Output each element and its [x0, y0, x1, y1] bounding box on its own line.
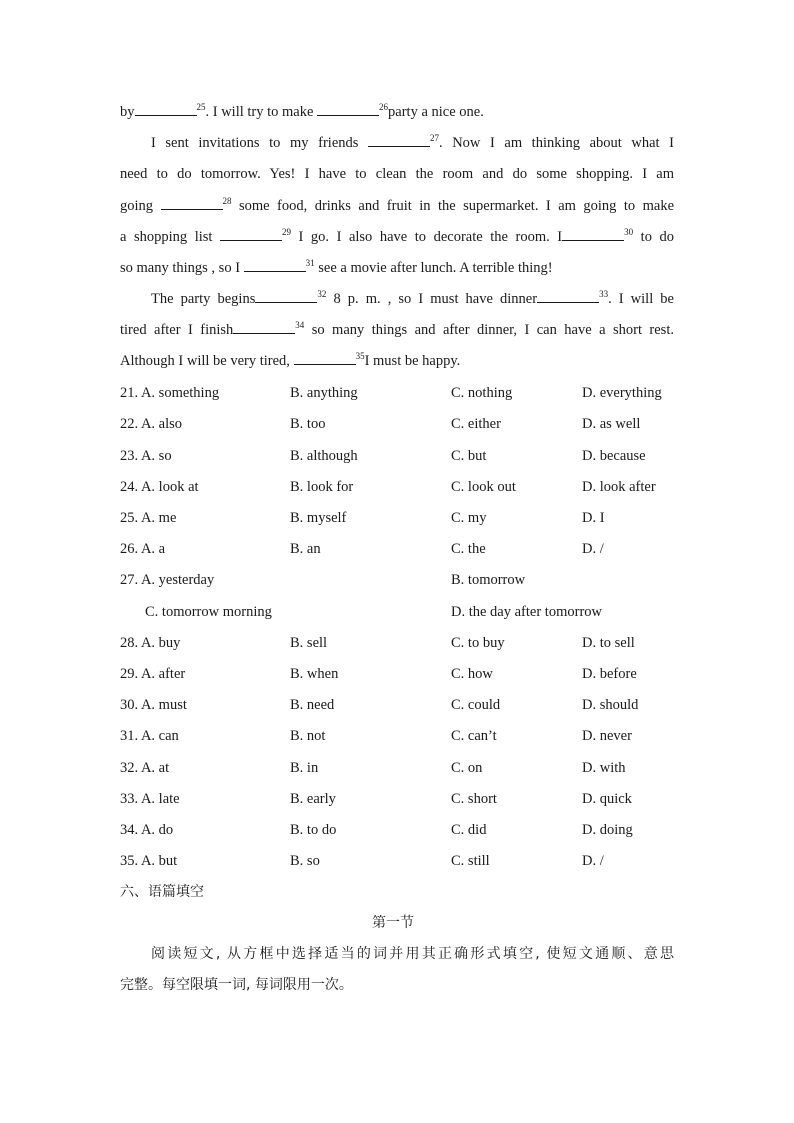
- option-c[interactable]: C. on: [451, 760, 483, 776]
- option-b[interactable]: B. look for: [290, 479, 354, 495]
- option-a[interactable]: 23. A. so: [120, 448, 172, 464]
- option-b[interactable]: B. an: [290, 541, 321, 557]
- option-a[interactable]: 27. A. yesterday: [120, 572, 215, 588]
- answer-blank[interactable]: [294, 351, 356, 365]
- question-options: [120, 695, 680, 715]
- text: party a nice one.: [388, 104, 484, 120]
- option-c[interactable]: C. still: [451, 853, 490, 869]
- option-b[interactable]: B. sell: [290, 635, 328, 651]
- blank-number: 30: [624, 227, 634, 237]
- question-options: [120, 633, 680, 653]
- blank-number: 35: [355, 351, 365, 361]
- option-c[interactable]: C. did: [451, 822, 487, 838]
- text: I go. I also have to decorate the room. I: [290, 229, 563, 245]
- option-b[interactable]: B. myself: [290, 510, 347, 526]
- option-d[interactable]: D. everything: [582, 385, 662, 401]
- option-d[interactable]: D. look after: [582, 479, 656, 495]
- blank-number: 32: [317, 289, 327, 299]
- option-b[interactable]: B. early: [290, 791, 336, 807]
- option-b[interactable]: B. not: [290, 728, 326, 744]
- option-c[interactable]: C. how: [451, 666, 493, 682]
- passage-line: [120, 164, 674, 184]
- option-c[interactable]: C. short: [451, 791, 497, 807]
- option-b[interactable]: B. when: [290, 666, 339, 682]
- option-b[interactable]: B. although: [290, 448, 358, 464]
- option-b[interactable]: B. tomorrow: [451, 572, 526, 588]
- answer-blank[interactable]: [220, 227, 282, 241]
- question-options: [120, 726, 680, 746]
- option-a[interactable]: 29. A. after: [120, 666, 186, 682]
- option-c[interactable]: C. could: [451, 697, 501, 713]
- passage-line: [120, 258, 674, 278]
- text: tired after I finish: [120, 322, 234, 338]
- option-d[interactable]: D. to sell: [582, 635, 635, 651]
- answer-blank[interactable]: [317, 102, 379, 116]
- option-a[interactable]: 30. A. must: [120, 697, 187, 713]
- question-options: [120, 758, 680, 778]
- option-d[interactable]: D. before: [582, 666, 637, 682]
- blank-number: 25: [196, 102, 206, 112]
- option-b[interactable]: B. in: [290, 760, 319, 776]
- option-d[interactable]: D. the day after tomorrow: [451, 604, 602, 620]
- passage-line: [151, 289, 674, 309]
- question-options: [120, 414, 680, 434]
- option-a[interactable]: 24. A. look at: [120, 479, 199, 495]
- option-a[interactable]: 34. A. do: [120, 822, 174, 838]
- option-c[interactable]: C. nothing: [451, 385, 513, 401]
- text: . I will be: [608, 291, 674, 307]
- text: 8 p. m. , so I must have dinner: [326, 291, 538, 307]
- option-c[interactable]: C. can’t: [451, 728, 497, 744]
- passage-line: [120, 320, 674, 340]
- option-a[interactable]: 33. A. late: [120, 791, 180, 807]
- answer-blank[interactable]: [135, 102, 197, 116]
- question-options: [120, 383, 680, 403]
- answer-blank[interactable]: [537, 289, 599, 303]
- option-d[interactable]: D. should: [582, 697, 639, 713]
- passage-line: [151, 133, 674, 153]
- passage-line: [120, 196, 674, 216]
- question-options: [120, 664, 680, 684]
- option-d[interactable]: D. doing: [582, 822, 633, 838]
- option-b[interactable]: B. need: [290, 697, 335, 713]
- question-options: [120, 789, 680, 809]
- question-options: [120, 508, 680, 528]
- question-options: [120, 820, 680, 840]
- question-options: [120, 570, 680, 590]
- text: some food, drinks and fruit in the supermarket. I am going to make: [231, 198, 675, 214]
- question-options: [120, 477, 680, 497]
- text: Although I will be very tired,: [120, 353, 294, 369]
- blank-number: 34: [295, 320, 305, 330]
- option-d[interactable]: D. with: [582, 760, 626, 776]
- option-d[interactable]: D. /: [582, 853, 604, 869]
- answer-blank[interactable]: [255, 289, 317, 303]
- text: need to do tomorrow. Yes! I have to clean the room and do some shopping. I am: [120, 166, 674, 182]
- question-options: [120, 539, 680, 559]
- text: going: [120, 198, 161, 214]
- option-c[interactable]: C. to buy: [451, 635, 505, 651]
- option-a[interactable]: 28. A. buy: [120, 635, 181, 651]
- text: so many things , so I: [120, 260, 244, 276]
- text: . Now I am thinking about what I: [438, 135, 674, 151]
- option-a[interactable]: 26. A. a: [120, 541, 166, 557]
- option-a[interactable]: 32. A. at: [120, 760, 170, 776]
- text: to do: [633, 229, 674, 245]
- option-a[interactable]: 31. A. can: [120, 728, 179, 744]
- option-d[interactable]: D. never: [582, 728, 632, 744]
- blank-number: 27: [429, 133, 439, 143]
- option-d[interactable]: D. quick: [582, 791, 632, 807]
- option-a[interactable]: 22. A. also: [120, 416, 183, 432]
- option-c[interactable]: C. the: [451, 541, 486, 557]
- answer-blank[interactable]: [244, 258, 306, 272]
- option-b[interactable]: B. so: [290, 853, 320, 869]
- blank-number: 29: [281, 227, 291, 237]
- question-options: [120, 602, 680, 622]
- answer-blank[interactable]: [161, 196, 223, 210]
- answer-blank[interactable]: [233, 320, 295, 334]
- option-c[interactable]: C. look out: [451, 479, 516, 495]
- option-b[interactable]: B. anything: [290, 385, 358, 401]
- option-c[interactable]: C. either: [451, 416, 501, 432]
- text: so many things and after dinner, I can have a short rest.: [304, 322, 674, 338]
- question-options: [120, 446, 680, 466]
- section-heading: 六、语篇填空: [120, 884, 204, 900]
- option-d[interactable]: D. as well: [582, 416, 641, 432]
- text: I must be happy.: [364, 353, 461, 369]
- text: The party begins: [151, 291, 256, 307]
- text: . I will try to make: [205, 104, 318, 120]
- passage-line: [120, 227, 674, 247]
- question-options: [120, 851, 680, 871]
- text: I sent invitations to my friends: [151, 135, 368, 151]
- option-c[interactable]: C. tomorrow morning: [145, 604, 272, 620]
- option-b[interactable]: B. too: [290, 416, 326, 432]
- option-d[interactable]: D. /: [582, 541, 604, 557]
- blank-number: 31: [305, 258, 315, 268]
- option-a[interactable]: 35. A. but: [120, 853, 178, 869]
- blank-number: 28: [222, 196, 232, 206]
- text: by: [120, 104, 135, 120]
- section-subheading: 第一节: [372, 915, 414, 931]
- text: see a movie after lunch. A terrible thing!: [314, 260, 553, 276]
- passage-line: [120, 351, 674, 371]
- answer-blank[interactable]: [368, 133, 430, 147]
- option-a[interactable]: 21. A. something: [120, 385, 220, 401]
- option-d[interactable]: D. because: [582, 448, 646, 464]
- text: a shopping list: [120, 229, 220, 245]
- instruction-line: 完整。每空限填一词, 每词限用一次。: [120, 977, 353, 993]
- option-c[interactable]: C. but: [451, 448, 487, 464]
- option-d[interactable]: D. I: [582, 510, 605, 526]
- instruction-line: 阅读短文, 从方框中选择适当的词并用其正确形式填空, 使短文通顺、意思: [151, 946, 674, 962]
- option-b[interactable]: B. to do: [290, 822, 337, 838]
- blank-number: 26: [379, 102, 389, 112]
- blank-number: 33: [599, 289, 609, 299]
- option-c[interactable]: C. my: [451, 510, 487, 526]
- passage-line: [120, 102, 674, 122]
- answer-blank[interactable]: [562, 227, 624, 241]
- option-a[interactable]: 25. A. me: [120, 510, 177, 526]
